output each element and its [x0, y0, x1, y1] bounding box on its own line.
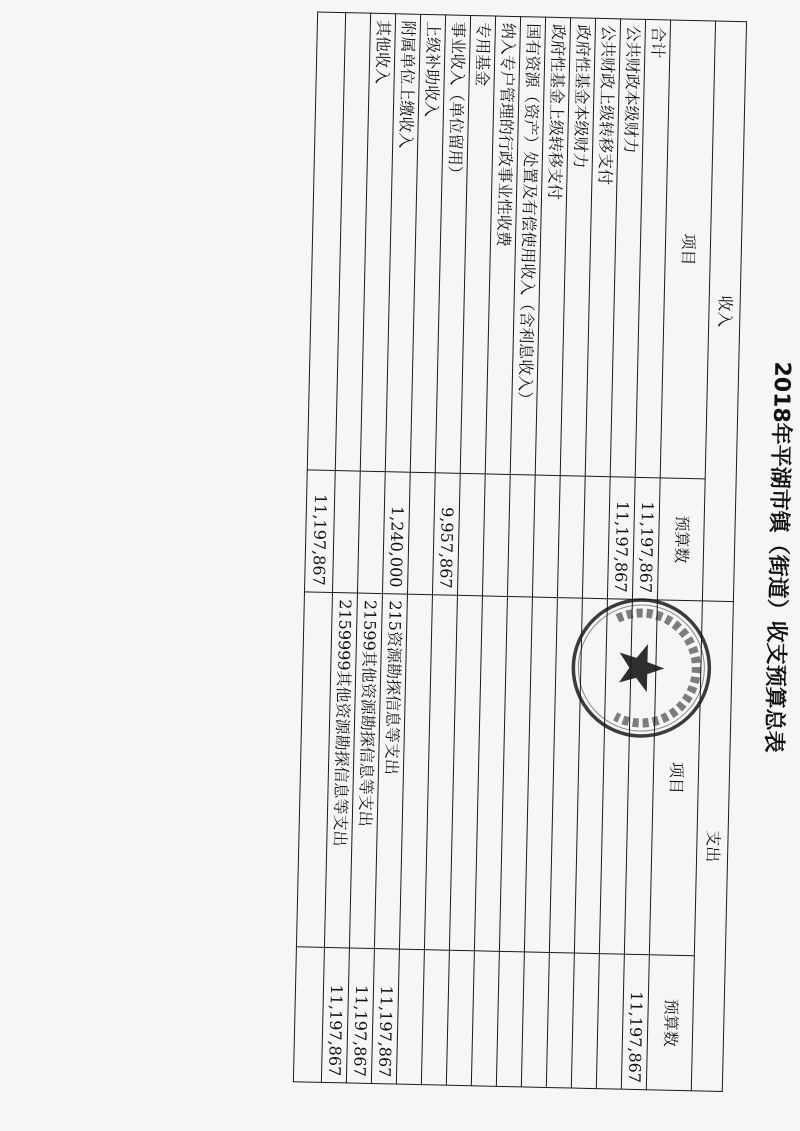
income-item: 政府性基金本级财力: [560, 18, 595, 476]
expense-budget: [571, 953, 599, 1089]
expense-budget: [396, 949, 424, 1085]
income-item: 附属单位上缴收入: [385, 14, 420, 472]
income-budget: [507, 474, 535, 597]
income-budget: [407, 472, 435, 595]
income-item: 国有资源（资产）处置及有偿使用收入（含利息收入）: [510, 17, 545, 475]
expense-budget: [546, 953, 574, 1089]
income-budget: 11,197,867: [632, 477, 660, 600]
expense-item-header: 项目: [649, 600, 702, 956]
income-item: 上级补助收入: [410, 14, 445, 472]
income-item: 其他收入: [360, 13, 395, 471]
expense-budget: [596, 954, 624, 1090]
expense-budget: 11,197,867: [346, 948, 374, 1084]
expense-budget: 11,197,867: [621, 954, 649, 1090]
expense-item: 2159999其他资源勘探信息等支出: [324, 592, 357, 947]
expense-budget: [496, 951, 524, 1087]
income-item: 事业收入（单位留用）: [435, 15, 470, 473]
expense-budget: [421, 950, 449, 1086]
income-budget: [457, 473, 485, 596]
expense-budget: [293, 947, 324, 1083]
income-budget: [532, 475, 560, 598]
income-budget: 1,240,000: [382, 472, 410, 595]
budget-table: [293, 11, 747, 1092]
expense-budget: 11,197,867: [321, 947, 349, 1083]
income-budget-header: 预算数: [657, 478, 705, 601]
income-budget: [557, 476, 585, 599]
income-item-header: 项目: [660, 20, 715, 479]
income-budget: [357, 471, 385, 594]
income-item: 政府性基金上级转移支付: [535, 17, 570, 475]
official-seal-icon: [565, 591, 718, 744]
expense-budget: 11,197,867: [371, 949, 399, 1085]
expense-item: 215资源勘探信息等支出: [374, 594, 407, 949]
expense-budget: [521, 952, 549, 1088]
income-budget: [482, 474, 510, 597]
document-title: 2018年平湖市镇（街道）收支预算总表: [760, 361, 795, 753]
expense-budget: [471, 951, 499, 1087]
income-item: 合计: [635, 19, 670, 477]
expense-budget: [446, 950, 474, 1086]
income-budget: 11,197,867: [607, 477, 635, 600]
income-budget: 9,957,867: [432, 473, 460, 596]
expense-item: 21599其他资源勘探信息等支出: [349, 593, 382, 948]
income-item: 公共财政本级财力: [610, 19, 645, 477]
income-budget: [582, 476, 610, 599]
budget-sheet: [25, 5, 800, 1092]
income-item: 公共财政上级转移支付: [585, 18, 620, 476]
income-header: 收入: [702, 21, 746, 602]
income-budget: [332, 471, 360, 594]
expense-header: 支出: [691, 601, 733, 1092]
income-total-bottom: 11,197,867: [304, 470, 335, 593]
income-item: 专用基金: [460, 15, 495, 473]
income-item: 纳入专户管理的行政事业性收费: [485, 16, 520, 474]
expense-budget-header: 预算数: [646, 955, 694, 1091]
